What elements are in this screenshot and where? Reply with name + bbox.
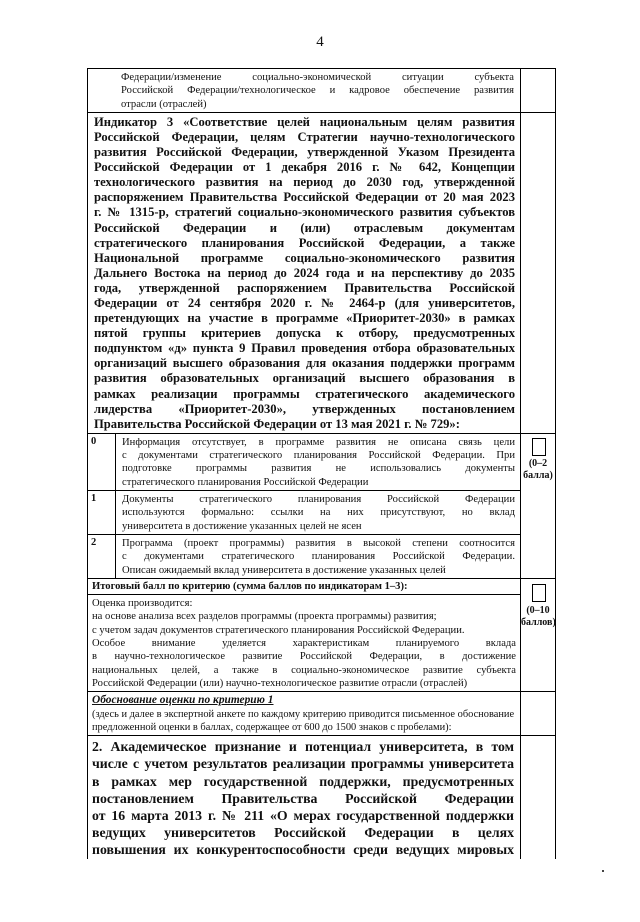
criterion-2-title: 2. Академическое признание и потенциал университета, в том числе с учетом результатов реализации программы университета в рамках мер государственной поддержки, предусмотренных постановлением Правительства Российской Федерации от 16 марта 2013 г. № 211 «О мерах государственной поддержки ведущих университетов Российской Федерации в целях повышения их конкурентоспособности среди ведущих мировых — [92, 739, 514, 858]
scan-mark — [602, 870, 604, 872]
criterion-total-row — [88, 578, 555, 691]
indicator-score-checkbox[interactable] — [532, 438, 546, 456]
indicator-3-row — [88, 112, 555, 433]
criterion-score-range: (0–10 баллов) — [521, 604, 556, 628]
indicator-score-cell — [521, 434, 555, 578]
option-row-0 — [88, 434, 520, 490]
justification-row — [88, 691, 555, 735]
option-text-0: Информация отсутствует, в программе развития не описана связь цели с документами стратегического планирования Российской Федерации. При подготовке программы развития не использовались документы стратегического планирования Российской Федерации — [122, 436, 515, 488]
page-number: 4 — [316, 34, 324, 50]
option-row-1 — [88, 490, 520, 534]
evaluation-table — [87, 68, 556, 859]
criterion-score-checkbox[interactable] — [532, 584, 546, 602]
criterion-total-title: Итоговый балл по критерию (сумма баллов по индикаторам 1–3): — [88, 579, 520, 595]
option-score-2: 2 — [88, 535, 116, 578]
intro-row — [88, 68, 555, 112]
option-text-2: Программа (проект программы) развития в высокой степени соотносится с документами стратегического планирования Российской Федерации. Описан ожидаемый вклад университета в достижение указанных целей — [122, 537, 515, 576]
justification-title: Обоснование оценки по критерию 1 — [92, 694, 274, 707]
option-score-0: 0 — [88, 434, 116, 490]
criterion-2-row — [88, 735, 555, 858]
option-score-1: 1 — [88, 491, 116, 534]
indicator-options-block — [88, 433, 555, 578]
option-text-1: Документы стратегического планирования Российской Федерации используются формально: ссылки на них присутствуют, но вклад университета в достижение указанных целей не ясен — [122, 494, 515, 532]
intro-text: Федерации/изменение социально-экономической ситуации субъекта Российской Федерации/технологическое и кадровое обеспечение развития отрасли (отраслей) — [121, 72, 514, 110]
criterion-total-text: Оценка производится: на основе анализа всех разделов программы (проекта программы) развития; с учетом задач документов стратегического планирования Российской Федерации. Особое внимание уделяется характеристикам планируемого вклада в научно-технологическое развитие Российской Федерации, в достижение национальных целей, а также в социально-экономическое развитие субъекта Российской Федерации (или) научно-технологическое развитие отрасли (отраслей) — [92, 598, 516, 689]
indicator-score-range: (0–2 балла) — [523, 457, 553, 481]
criterion-score-cell — [521, 579, 555, 691]
justification-block: Обоснование оценки по критерию 1 (здесь и далее в экспертной анкете по каждому критерию приводится письменное обоснование предложенной оценки в баллах, содержащее от 600 до 1500 знаков с пробелами): — [92, 694, 515, 733]
indicator-3-title: Индикатор 3 «Соответствие целей национальным целям развития Российской Федерации, целям Стратегии научно-технологического развития Российской Федерации, утвержденной Указом Президента Российской Федерации от 1 декабря 2016 г. № 642, Концепции технологического развития на период до 2030 год, утвержденной распоряжением Правительства Российской Федерации от 20 мая 2023 г. № 1315-р, стратегий социально-экономического развития субъектов Российской Федерации и (или) отраслевым документам стратегического планирования Российской Федерации, а также Национальной программе социально-экономического развития Дальнего Востока на период до 2024 года и на перспективу до 2035 года, утвержденной распоряжением Правительства Российской Федерации от 24 сентября 2020 г. № 2464-р (для университетов, претендующих на участие в программе «Приоритет-2030» в рамках пятой группы критериев допуска к отбору, предусмотренных подпунктом «д» пункта 9 Правил проведения отбора образовательных организаций высшего образования для оказания поддержки программ развития образовательных организаций высшего образования в рамках реализации программы стратегического академического лидерства «Приоритет-2030», утвержденных постановлением Правительства Российской Федерации от 13 мая 2021 г. № 729»: — [94, 114, 515, 431]
option-row-2 — [88, 534, 520, 578]
